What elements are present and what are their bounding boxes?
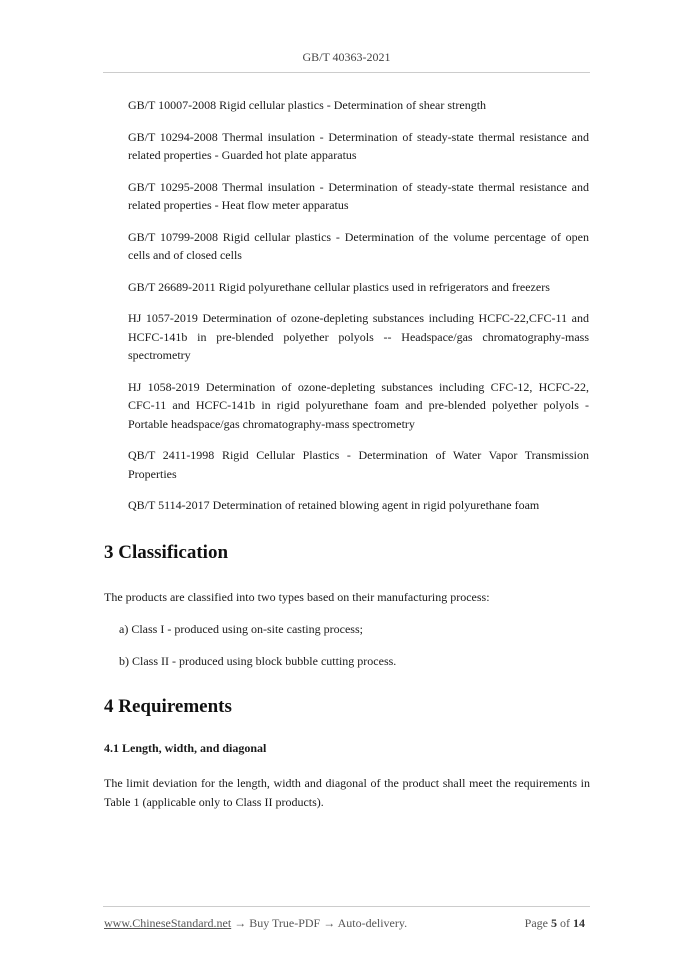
site-link[interactable]: www.ChineseStandard.net [104,916,232,930]
subsection-4-1-title: 4.1 Length, width, and diagonal [104,741,267,755]
footer-promo [104,916,407,931]
of-label: of [560,916,570,930]
reference-item: QB/T 5114-2017 Determination of retained blowing agent in rigid polyurethane foam [128,498,540,512]
normative-references-list [128,96,589,528]
classification-item-class-1: a) Class I - produced using on-site casting process; [119,622,363,636]
section-3-intro: The products are classified into two types based on their manufacturing process: [104,590,490,604]
reference-item: GB/T 10007-2008 Rigid cellular plastics - Determination of shear strength [128,98,487,112]
page-number: 5 [551,916,557,930]
page-total: 14 [573,916,585,930]
reference-item: GB/T 10799-2008 Rigid cellular plastics - Determination of the volume percentage of open cells and of closed cells [128,229,589,262]
page-header: GB/T 40363-2021 [302,50,391,64]
section-4-title: 4 Requirements [104,696,232,717]
reference-item: HJ 1058-2019 Determination of ozone-depleting substances including CFC-12, HCFC-22, CFC-11 and HCFC-141b in rigid polyurethane foam and pre-blended polyether polyols - Portable headspace/gas chromatography-mass spectrometry [128,379,589,431]
section-3-title: 3 Classification [104,542,229,563]
classification-item-class-2: b) Class II - produced using block bubble cutting process. [119,654,397,668]
reference-item: GB/T 26689-2011 Rigid polyurethane cellular plastics used in refrigerators and freezers [128,279,550,294]
page-label: Page [524,916,548,930]
reference-item: HJ 1057-2019 Determination of ozone-depleting substances including HCFC-22,CFC-11 and HCFC-141b in pre-blended polyether polyols -- Headspace/gas chromatography-mass spectrometry [128,311,589,362]
footer-divider [103,906,590,907]
reference-item: QB/T 2411-1998 Rigid Cellular Plastics - Determination of Water Vapor Transmission Properties [128,448,589,481]
reference-item: GB/T 10295-2008 Thermal insulation - Determination of steady-state thermal resistance and related properties - Heat flow meter apparatus [128,179,589,212]
reference-item: GB/T 10294-2008 Thermal insulation - Determination of steady-state thermal resistance and related properties - Guarded hot plate apparatus [128,129,589,162]
header-divider [103,72,590,73]
footer-tagline: → Buy True-PDF → Auto-delivery. [231,916,408,930]
subsection-4-1-body: The limit deviation for the length, width and diagonal of the product shall meet the requirements in Table 1 (applicable only to Class II products). [104,776,590,809]
page-indicator [525,916,585,931]
